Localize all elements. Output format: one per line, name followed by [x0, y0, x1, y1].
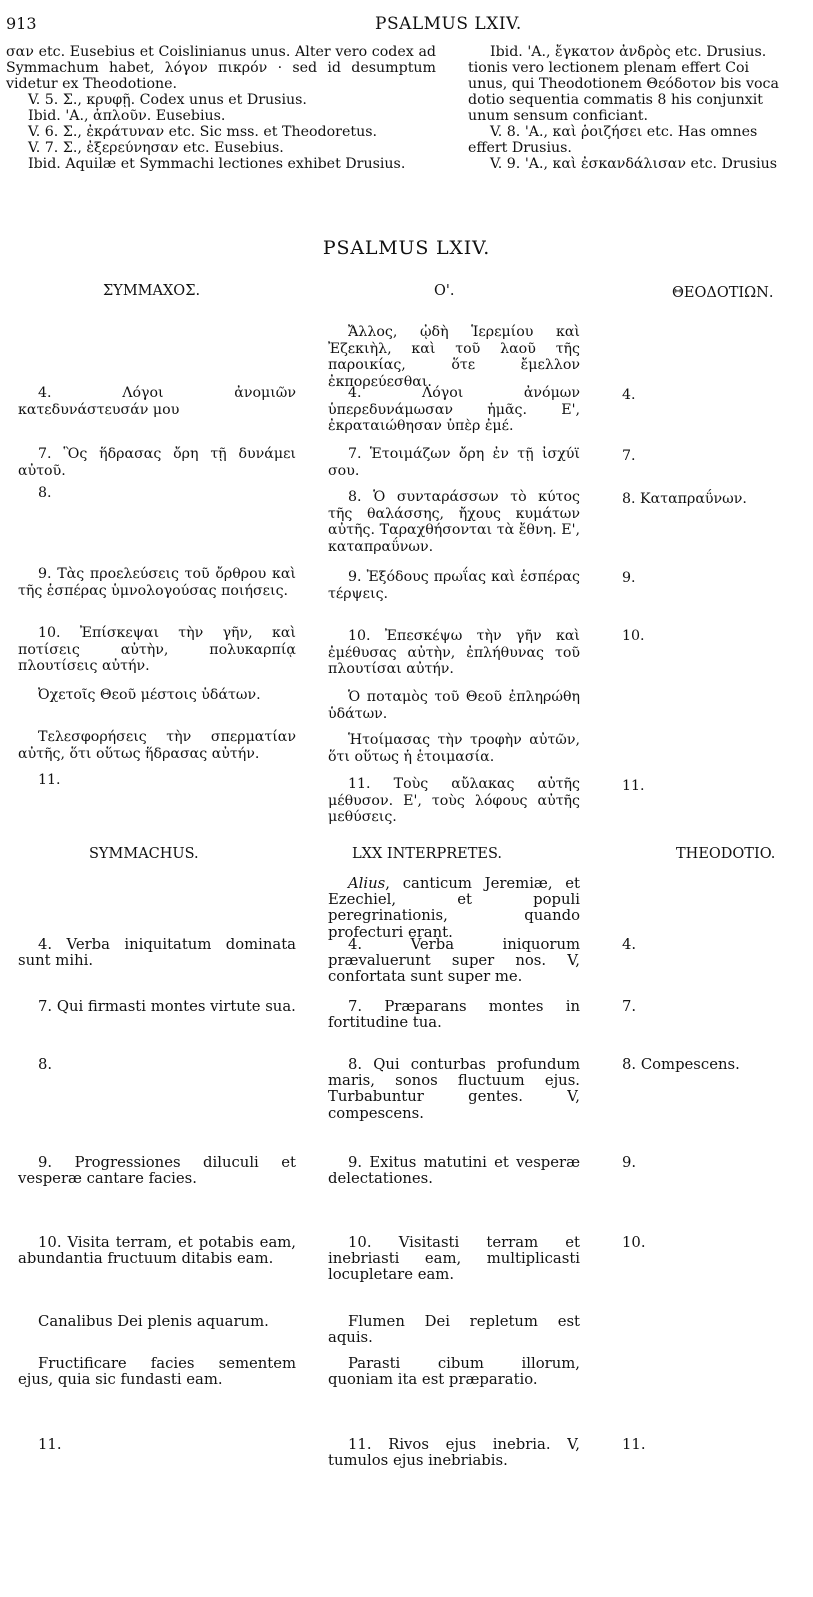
note-line: σαν etc. Eusebius et Coislinianus unus. Alter vero codex ad Symmachum habet, λόγον πικρόν · sed id desumptum videtur ex Theodotione.: [6, 44, 436, 92]
greek-lxx-10: 10. Ἐπεσκέψω τὴν γῆν καὶ ἐμέθυσας αὐτὴν, ἐπλήθυνας τοῦ πλουτίσαι αὐτήν.: [328, 628, 580, 677]
latin-theo-7: 7.: [622, 998, 637, 1015]
greek-theo-7: 7.: [622, 448, 636, 464]
latin-sym-10b: Canalibus Dei plenis aquarum.: [38, 1313, 269, 1330]
greek-theo-8: 8. Καταπραΰνων.: [622, 491, 747, 507]
note-line: unus, qui Theodotionem Θεόδοτον bis voca: [468, 76, 779, 92]
greek-sym-11: 11.: [38, 772, 61, 788]
latin-lxx-8: 8. Qui conturbas profundum maris, sonos fluctuum ejus. Turbabuntur gentes. V, compescens.: [328, 1056, 580, 1122]
latin-sym-10: 10. Visita terram, et potabis eam, abundantia fructuum ditabis eam.: [18, 1234, 296, 1268]
greek-sym-9: 9. Τὰς προελεύσεις τοῦ ὄρθρου καὶ τῆς ἑσπέρας ὑμνολογούσας ποιήσεις.: [18, 566, 296, 599]
page-number: 913: [6, 14, 37, 33]
note-line: V. 5. Σ., κρυφῇ. Codex unus et Drusius.: [28, 92, 307, 108]
greek-theo-4: 4.: [622, 387, 636, 403]
greek-lxx-9: 9. Ἐξόδους πρωΐας καὶ ἑσπέρας τέρψεις.: [328, 569, 580, 602]
greek-theo-9: 9.: [622, 570, 636, 586]
note-line: Ibid. 'Α., ἁπλοῦν. Eusebius.: [28, 108, 226, 124]
latin-theo-11: 11.: [622, 1436, 646, 1453]
latin-theo-4: 4.: [622, 936, 637, 953]
note-line: unum sensum conficiant.: [468, 108, 648, 124]
note-line: dotio sequentia commatis 8 his conjunxit: [468, 92, 763, 108]
latin-lxx-10c: Parasti cibum illorum, quoniam ita est præparatio.: [328, 1355, 580, 1389]
psalm-title: PSALMUS LXIV.: [322, 237, 491, 259]
greek-header-symmachus: ΣΥΜΜΑΧΟΣ.: [103, 283, 201, 299]
note-line: V. 6. Σ., ἐκράτυναν etc. Sic mss. et Theodoretus.: [28, 124, 377, 140]
greek-lxx-10b: Ὁ ποταμὸς τοῦ Θεοῦ ἐπληρώθη ὑδάτων.: [328, 689, 580, 722]
notes-right: [468, 44, 813, 172]
latin-header-symmachus: SYMMACHUS.: [89, 846, 199, 862]
latin-lxx-4: 4. Verba iniquorum prævaluerunt super nos. V, confortata sunt super me.: [328, 936, 580, 986]
greek-lxx-4: 4. Λόγοι ἀνόμων ὑπερεδυνάμωσαν ἡμᾶς. Ε', ἐκραταιώθησαν ὑπὲρ ἐμέ.: [328, 385, 580, 434]
greek-header-theodotion: ΘΕΟΔΟΤΙΩΝ.: [672, 285, 774, 301]
greek-lxx-11: 11. Τοὺς αὔλακας αὐτῆς μέθυσον. Ε', τοὺς λόφους αὐτῆς μεθύσεις.: [328, 776, 580, 825]
running-head: PSALMUS LXIV.: [375, 14, 522, 34]
greek-header-lxx: Ο'.: [434, 283, 455, 299]
latin-intro: [328, 876, 580, 941]
latin-sym-7: 7. Qui firmasti montes virtute sua.: [38, 998, 296, 1015]
greek-sym-10b: Ὀχετοῖς Θεοῦ μέστοις ὑδάτων.: [38, 687, 261, 703]
greek-lxx-8: 8. Ὁ συνταράσσων τὸ κύτος τῆς θαλάσσης, ἤχους κυμάτων αὐτῆς. Ταραχθήσονται τὰ ἔθνη. Ε', καταπραΰνων.: [328, 489, 580, 555]
latin-header-theodotio: THEODOTIO.: [676, 846, 776, 862]
note-line: effert Drusius.: [468, 140, 572, 156]
latin-sym-8: 8.: [38, 1056, 53, 1073]
latin-theo-10: 10.: [622, 1234, 646, 1251]
latin-sym-11: 11.: [38, 1436, 62, 1453]
greek-lxx-7: 7. Ἑτοιμάζων ὄρη ἐν τῇ ἰσχύϊ σου.: [328, 446, 580, 479]
latin-theo-8: 8. Compescens.: [622, 1056, 740, 1073]
greek-sym-8: 8.: [38, 485, 52, 501]
latin-intro-rest: , canticum Jeremiæ, et Ezechiel, et populi peregrinationis, quando profecturi erant.: [328, 875, 580, 941]
latin-intro-lead: Alius: [348, 875, 386, 892]
latin-theo-9: 9.: [622, 1154, 637, 1171]
latin-lxx-10b: Flumen Dei repletum est aquis.: [328, 1313, 580, 1347]
greek-sym-10c: Τελεσφορήσεις τὴν σπερματίαν αὐτῆς, ὅτι οὕτως ἥδρασας αὐτήν.: [18, 729, 296, 762]
latin-header-lxx: LXX INTERPRETES.: [352, 846, 503, 862]
latin-lxx-11: 11. Rivos ejus inebria. V, tumulos ejus inebriabis.: [328, 1436, 580, 1470]
notes-left: [6, 44, 436, 172]
note-line: tionis vero lectionem plenam effert Coi: [468, 60, 750, 76]
greek-sym-7: 7. Ὃς ἥδρασας ὄρη τῇ δυνάμει αὐτοῦ.: [18, 446, 296, 479]
greek-intro: Ἄλλος, ᾠδὴ Ἱερεμίου καὶ Ἐζεκιὴλ, καὶ τοῦ λαοῦ τῆς παροικίας, ὅτε ἔμελλον ἐκπορεύεσθαι.: [328, 324, 580, 390]
latin-sym-4: 4. Verba iniquitatum dominata sunt mihi.: [18, 936, 296, 970]
greek-sym-4: 4. Λόγοι ἀνομιῶν κατεδυνάστευσάν μου: [18, 385, 296, 418]
latin-sym-9: 9. Progressiones diluculi et vesperæ cantare facies.: [18, 1154, 296, 1188]
greek-theo-10: 10.: [622, 628, 645, 644]
note-line: V. 9. 'Α., καὶ ἐσκανδάλισαν etc. Drusius: [490, 156, 778, 172]
note-line: Ibid. Aquilæ et Symmachi lectiones exhibet Drusius.: [28, 156, 406, 172]
note-line: V. 7. Σ., ἐξερεύνησαν etc. Eusebius.: [28, 140, 284, 156]
note-line: V. 8. 'Α., καὶ ῥοιζήσει etc. Has omnes: [490, 124, 758, 140]
latin-lxx-7: 7. Præparans montes in fortitudine tua.: [328, 998, 580, 1032]
note-line: Ibid. 'Α., ἔγκατον ἀνδρὸς etc. Drusius.: [490, 44, 767, 60]
latin-lxx-10: 10. Visitasti terram et inebriasti eam, multiplicasti locupletare eam.: [328, 1234, 580, 1284]
latin-lxx-9: 9. Exitus matutini et vesperæ delectationes.: [328, 1154, 580, 1188]
greek-sym-10: 10. Ἐπίσκεψαι τὴν γῆν, καὶ ποτίσεις αὐτὴν, πολυκαρπίᾳ πλουτίσεις αὐτήν.: [18, 625, 296, 674]
greek-theo-11: 11.: [622, 778, 645, 794]
greek-lxx-10c: Ἡτοίμασας τὴν τροφὴν αὐτῶν, ὅτι οὕτως ἡ ἑτοιμασία.: [328, 732, 580, 765]
latin-sym-10c: Fructificare facies sementem ejus, quia sic fundasti eam.: [18, 1355, 296, 1389]
